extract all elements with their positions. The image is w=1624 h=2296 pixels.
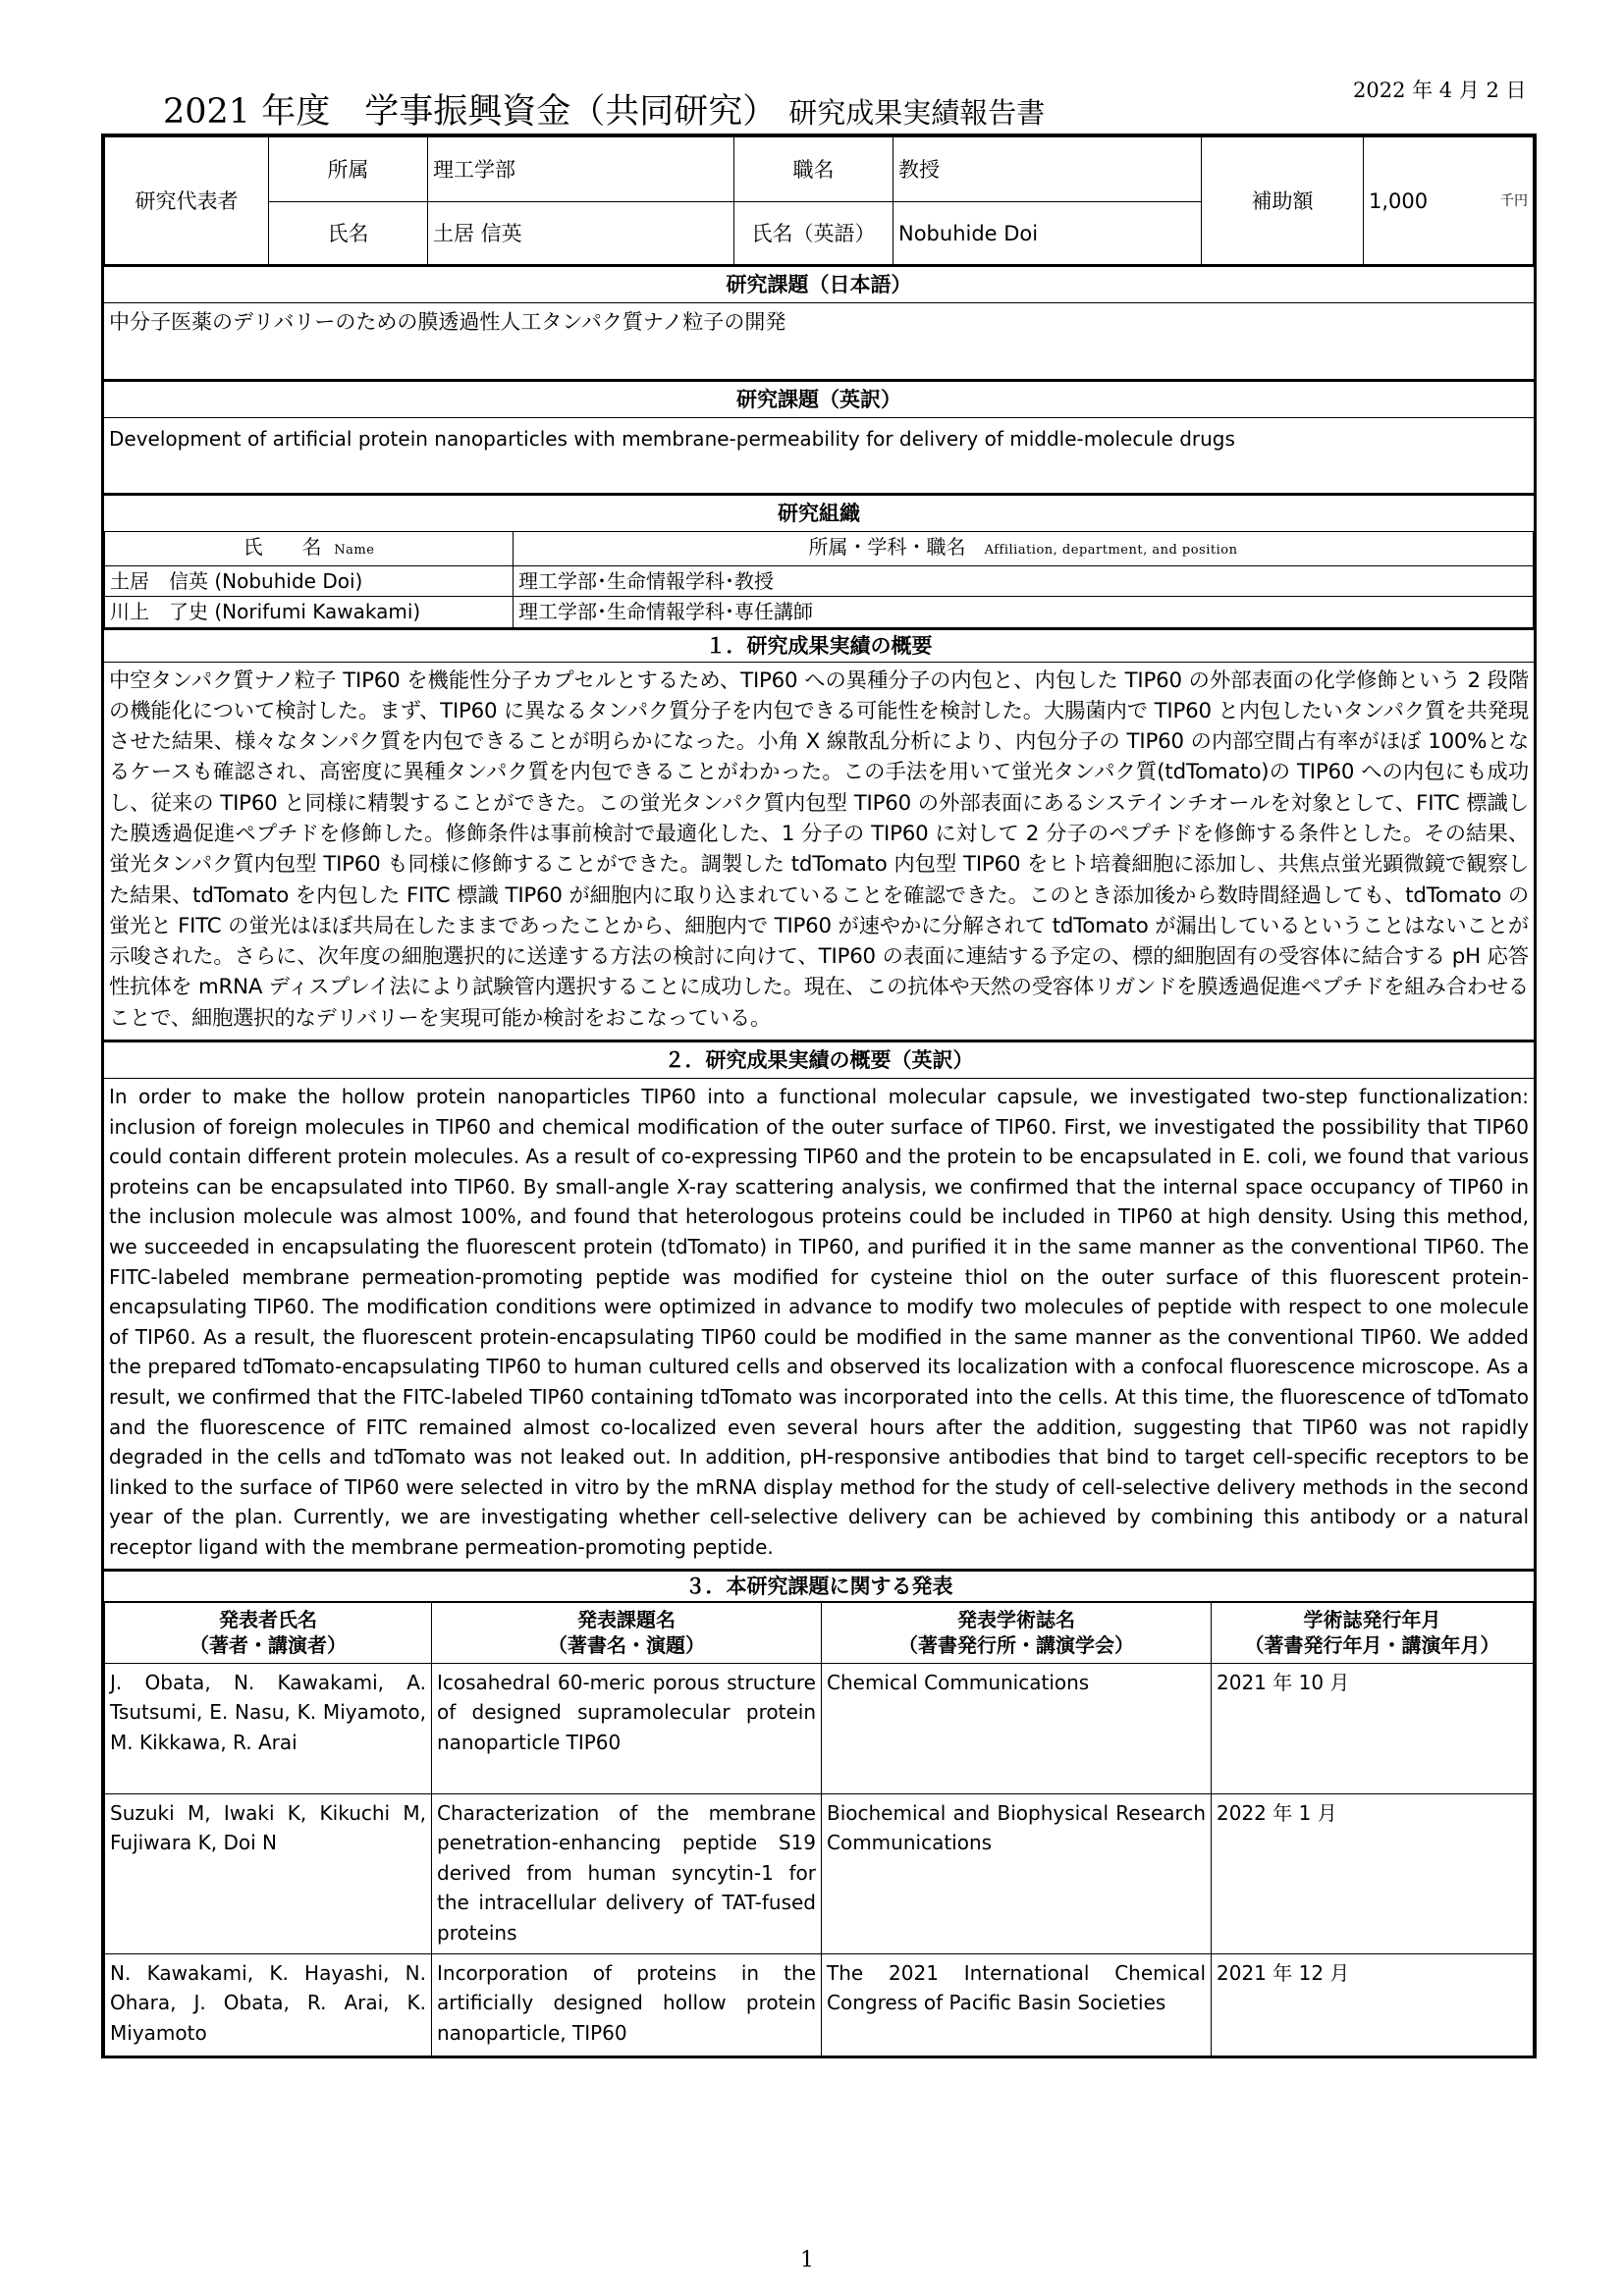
publications-section [104,1572,1534,2056]
pub-authors: J. Obata, N. Kawakami, A. Tsutsumi, E. Nasu, K. Miyamoto, M. Kikkawa, R. Arai [105,1663,432,1793]
pub-title: Icosahedral 60-meric porous structure of designed supramolecular protein nanoparticle TIP60 [432,1663,822,1793]
pub-journal: The 2021 International Chemical Congress of Pacific Basin Societies [822,1953,1212,2056]
pub-journal: Chemical Communications [822,1663,1212,1793]
position-label: 職名 [734,137,893,202]
pub-date: 2022 年 1 月 [1212,1793,1534,1953]
rep-label: 研究代表者 [105,137,269,266]
publication-row [105,1953,1534,2056]
summary-en-text: In order to make the hollow protein nanoparticles TIP60 into a functional molecular capsule, we investigated two-step functionalization: inclusion of foreign molecules in TIP60 and chemical modification of the outer surface of TIP60. First, we investigated the possibility that TIP60 could contain different protein molecules. As a result of co-expressing TIP60 and the protein to be encapsulated in E. coli, we found that various proteins can be encapsulated into TIP60. By small-angle X-ray scattering analysis, we confirmed that the internal space occupancy of TIP60 in the inclusion molecule was almost 100%, and found that heterologous proteins could be included in TIP60 at high density. Using this method, we succeeded in encapsulating the fluorescent protein (tdTomato) in TIP60, and purified it in the same manner as the conventional TIP60. The FITC-labeled membrane permeation-promoting peptide was modified for cysteine thiol on the outer surface of this fluorescent protein-encapsulating TIP60. The modification conditions were optimized in advance to modify two molecules of peptide with respect to one molecule of TIP60. As a result, the fluorescent protein-encapsulating TIP60 could be modified in the same manner as the conventional TIP60. We added the prepared tdTomato-encapsulating TIP60 to human cultured cells and observed its localization with a confocal fluorescence microscope. As a result, we confirmed that the FITC-labeled TIP60 containing tdTomato was incorporated into the cells. At this time, the fluorescence of tdTomato and the fluorescence of FITC remained almost co-localized even several hours after the addition, suggesting that TIP60 was not rapidly degraded in the cells and tdTomato was not leaked out. In addition, pH-responsive antibodies that bind to target cell-specific receptors to be linked to the surface of TIP60 were selected in vitro by the mRNA display method for the study of cell-selective delivery methods in the second year of the plan. Currently, we are investigating whether cell-selective delivery can be achieved by combining this antibody or a natural receptor ligand with the membrane permeation-promoting peptide. [109,1085,1529,1559]
publication-row [105,1793,1534,1953]
org-col-aff: 所属・学科・職名 Affiliation, department, and position [514,532,1534,566]
pub-date: 2021 年 12 月 [1212,1953,1534,2056]
topic-en-section [104,382,1534,496]
member-affiliation: 理工学部･生命情報学科･教授 [514,566,1534,597]
pub-date: 2021 年 10 月 [1212,1663,1534,1793]
pub-title: Characterization of the membrane penetration-enhancing peptide S19 derived from human syncytin-1 for the intracellular delivery of TAT-fused proteins [432,1793,822,1953]
grant-cell [1364,137,1534,266]
page-number: 1 [800,2248,814,2272]
publication-row [105,1663,1534,1793]
topic-ja-text: 中分子医薬のデリバリーのための膜透過性人工タンパク質ナノ粒子の開発 [109,310,786,334]
name-value: 土居 信英 [428,202,734,266]
publications-heading: ３．本研究課題に関する発表 [104,1572,1534,1602]
position-value: 教授 [893,137,1202,202]
pub-col-journal: 発表学術誌名 （著書発行所・講演学会） [822,1602,1212,1663]
org-col-name: 氏 名 Name [105,532,514,566]
summary-ja-text: 中空タンパク質ナノ粒子 TIP60 を機能性分子カプセルとするため、TIP60 への異種分子の内包と、内包した TIP60 の外部表面の化学修飾という 2 段階の機能化について検討した。まず、TIP60 に異なるタンパク質分子を内包できる可能性を検討した。大腸菌内で TIP60 と内包したいタンパク質を共発現させた結果、様々なタンパク質を内包できることが明らかになった。小角 X 線散乱分析により、内包分子の TIP60 の内部空間占有率がほぼ 100%となるケースも確認され、高密度に異種タンパク質を内包できることがわかった。この手法を用いて蛍光タンパク質(tdTomato)の TIP60 への内包にも成功し、従来の TIP60 と同様に精製することができた。この蛍光タンパク質内包型 TIP60 の外部表面にあるシステインチオールを対象として、FITC 標識した膜透過促進ペプチドを修飾した。修飾条件は事前検討で最適化した、1 分子の TIP60 に対して 2 分子のペプチドを修飾する条件とした。その結果、蛍光タンパク質内包型 TIP60 も同様に修飾することができた。調製した tdTomato 内包型 TIP60 をヒト培養細胞に添加し、共焦点蛍光顕微鏡で観察した結果、tdTomato を内包した FITC 標識 TIP60 が細胞内に取り込まれていることを確認できた。このとき添加後から数時間経過しても、tdTomato の蛍光と FITC の蛍光はほぼ共局在したままであったことから、細胞内で TIP60 が速やかに分解されて tdTomato が漏出しているということはないことが示唆された。さらに、次年度の細胞選択的に送達する方法の検討に向けて、TIP60 の表面に連結する予定の、標的細胞固有の受容体に結合する pH 応答性抗体を mRNA ディスプレイ法により試験管内選択することに成功した。現在、この抗体や天然の受容体リガンドを膜透過促進ペプチドを組み合わせることで、細胞選択的なデリバリーを実現可能か検討をおこなっている。 [109,667,1529,1031]
grant-amount: 1,000 [1369,188,1429,213]
name-label: 氏名 [269,202,428,266]
summary-ja-heading: １．研究成果実績の概要 [104,630,1534,663]
pub-authors: N. Kawakami, K. Hayashi, N. Ohara, J. Obata, R. Arai, K. Miyamoto [105,1953,432,2056]
summary-en-section [104,1042,1534,1572]
pub-col-authors: 発表者氏名 （著者・講演者） [105,1602,432,1663]
title-main: 2021 年度 学事振興資金（共同研究） [163,92,778,132]
pub-col-title: 発表課題名 （著書名・演題） [432,1602,822,1663]
document-title [163,84,1045,133]
title-sub: 研究成果実績報告書 [788,96,1046,130]
summary-ja-section [104,630,1534,1043]
report-form [101,133,1537,2058]
affiliation-value: 理工学部 [428,137,734,202]
grant-unit: 千円 [1500,192,1528,209]
pub-journal: Biochemical and Biophysical Research Communications [822,1793,1212,1953]
member-name: 川上 了史 (Norifumi Kawakami) [105,597,514,627]
topic-en-text: Development of artificial protein nanoparticles with membrane-permeability for delivery of middle-molecule drugs [109,427,1235,451]
summary-en-heading: ２．研究成果実績の概要（英訳） [104,1042,1534,1079]
report-date: 2022 年 4 月 2 日 [1353,79,1527,102]
pub-authors: Suzuki M, Iwaki K, Kikuchi M, Fujiwara K, Doi N [105,1793,432,1953]
member-name: 土居 信英 (Nobuhide Doi) [105,566,514,597]
grant-label: 補助額 [1202,137,1364,266]
name-en-value: Nobuhide Doi [893,202,1202,266]
topic-en-heading: 研究課題（英訳） [104,382,1534,418]
organization-section [104,496,1534,630]
researcher-info-table [104,136,1534,267]
member-affiliation: 理工学部･生命情報学科･専任講師 [514,597,1534,627]
organization-heading: 研究組織 [778,502,860,525]
topic-ja-heading: 研究課題（日本語） [104,267,1534,303]
pub-col-date: 学術誌発行年月 （著書発行年月・講演年月） [1212,1602,1534,1663]
affiliation-label: 所属 [269,137,428,202]
pub-title: Incorporation of proteins in the artificially designed hollow protein nanoparticle, TIP60 [432,1953,822,2056]
publications-table [104,1602,1534,2056]
organization-table [104,531,1534,627]
topic-ja-section [104,267,1534,382]
name-en-label: 氏名（英語） [734,202,893,266]
